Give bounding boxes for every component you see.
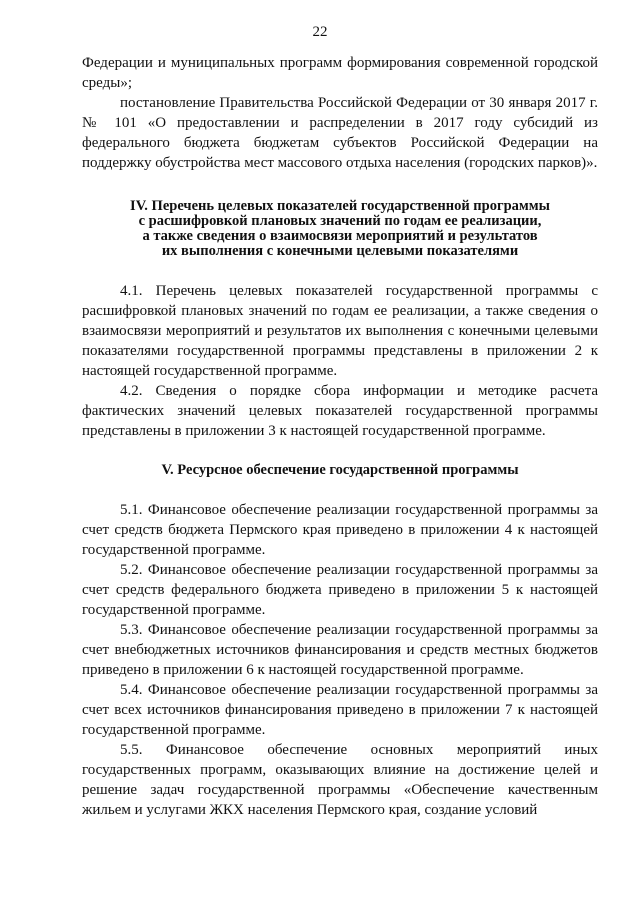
section-heading-v: V. Ресурсное обеспечение государственной программы <box>161 462 519 478</box>
paragraph-5-5: 5.5. Финансовое обеспечение основных мероприятий иных государственных программ, оказывающих влияние на достижение целей и решение задач государственной программы «Обеспечение качественным жильем и услугами ЖКХ населения Пермского края, создание условий <box>82 742 598 818</box>
page-number: 22 <box>312 24 328 40</box>
paragraph-5-3: 5.3. Финансовое обеспечение реализации государственной программы за счет внебюджетных источников финансирования и средств местных бюджетов приведено в приложении 6 к настоящей государственной программе. <box>82 622 598 678</box>
paragraph-5-1: 5.1. Финансовое обеспечение реализации государственной программы за счет средств бюджета Пермского края приведено в приложении 4 к настоящей государственной программе. <box>82 502 598 558</box>
paragraph-5-2: 5.2. Финансовое обеспечение реализации государственной программы за счет средств федерального бюджета приведено в приложении 5 к настоящей государственной программе. <box>82 562 598 618</box>
document-body <box>82 53 598 820</box>
paragraph-4-1: 4.1. Перечень целевых показателей государственной программы с расшифровкой плановых значений по годам ее реализации, а также сведения о взаимосвязи мероприятий и результатов их выполнения с конечными целевыми показателями государственной программы представлены в приложении 2 к настоящей государственной программе. <box>82 283 598 379</box>
heading-line: их выполнения с конечными целевыми показателями <box>161 243 519 259</box>
paragraph-4-2: 4.2. Сведения о порядке сбора информации и методике расчета фактических значений целевых показателей государственной программы представлены в приложении 3 к настоящей государственной программе. <box>82 383 598 439</box>
paragraph-5-4: 5.4. Финансовое обеспечение реализации государственной программы за счет всех источников финансирования приведено в приложении 7 к настоящей государственной программе. <box>82 682 598 738</box>
heading-line: IV. Перечень целевых показателей государственной программы <box>130 198 550 214</box>
paragraph-resolution: постановление Правительства Российской Федерации от 30 января 2017 г. № 101 «О предоставлении и распределении в 2017 году субсидий из федерального бюджета бюджетам субъектов Российской Федерации на поддержку обустройства мест массового отдыха населения (городских парков)». <box>82 95 598 171</box>
section-heading-iv <box>82 199 598 259</box>
heading-line: с расшифровкой плановых значений по годам ее реализации, <box>138 213 542 229</box>
heading-line: а также сведения о взаимосвязи мероприятий и результатов <box>142 228 538 244</box>
paragraph-continuation: Федерации и муниципальных программ формирования современной городской среды»; <box>82 55 598 91</box>
